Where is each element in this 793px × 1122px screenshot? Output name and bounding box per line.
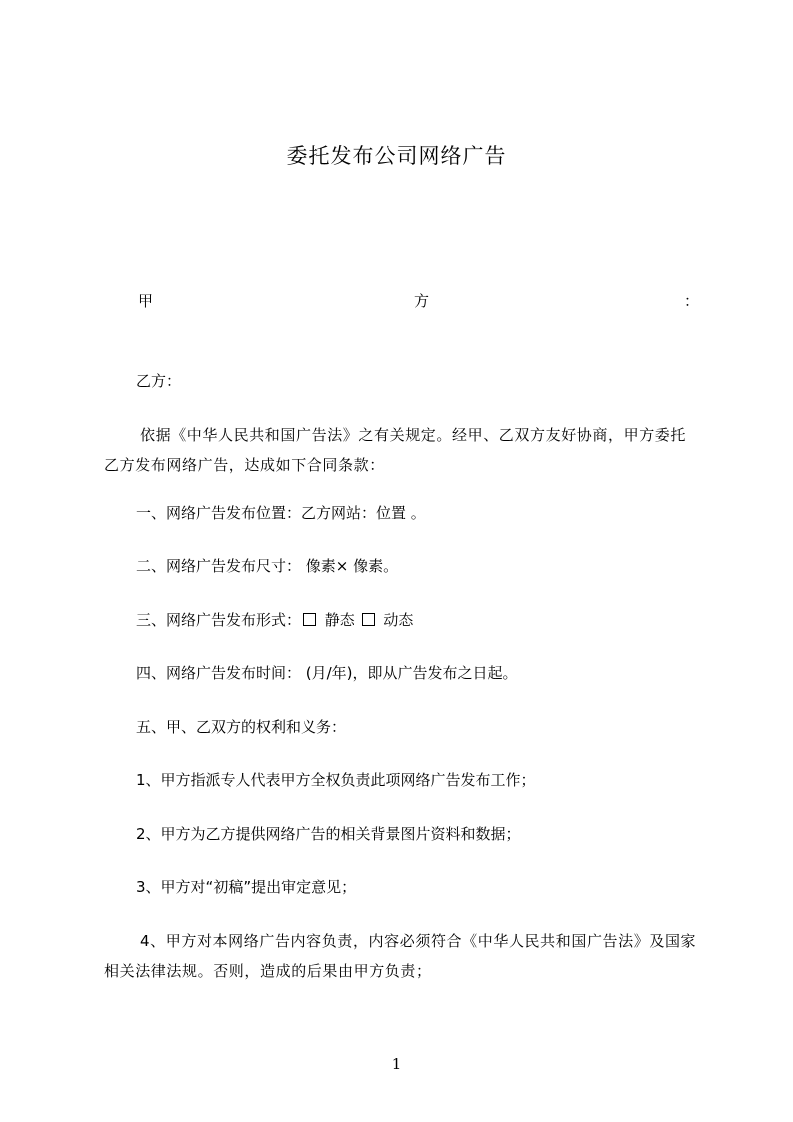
party-a-label-part2: 方 [414,292,430,310]
party-b-line: 乙方： [136,372,182,390]
dynamic-checkbox[interactable] [362,613,375,626]
document-title: 委托发布公司网络广告 [286,144,507,168]
item-4-line-2: 相关法律法规。否则，造成的后果由甲方负责； [104,962,432,980]
clause-2: 二、网络广告发布尺寸： 像素× 像素。 [136,557,399,575]
clause-3-label: 三、网络广告发布形式： [136,611,302,629]
party-a-line [138,290,698,312]
intro-paragraph [104,420,712,480]
clause-5-item-2: 2、甲方为乙方提供网络广告的相关背景图片资料和数据； [136,825,521,843]
page-number: 1 [391,1055,402,1073]
item-4-line-1: 4、甲方对本网络广告内容负责，内容必须符合《中华人民共和国广告法》及国家 [140,932,697,950]
static-checkbox[interactable] [303,613,316,626]
party-a-label-part1: 甲 [138,292,154,310]
static-option-label: 静态 [324,611,355,629]
clause-5-item-1: 1、甲方指派专人代表甲方全权负责此项网络广告发布工作； [136,771,536,789]
dynamic-option-label: 动态 [383,611,414,629]
clause-5: 五、甲、乙双方的权利和义务： [136,718,347,736]
clause-4: 四、网络广告发布时间： (月/年)，即从广告发布之日起。 [136,664,518,682]
clause-5-item-3: 3、甲方对“初稿”提出审定意见； [136,878,357,896]
party-a-colon: ： [684,292,700,310]
clause-3 [136,609,413,631]
clause-1: 一、网络广告发布位置：乙方网站：位置 。 [136,504,426,522]
clause-5-item-4 [104,926,712,986]
intro-line-2: 乙方发布网络广告，达成如下合同条款： [104,456,385,474]
intro-line-1: 依据《中华人民共和国广告法》之有关规定。经甲、乙双方友好协商，甲方委托 [140,426,687,444]
